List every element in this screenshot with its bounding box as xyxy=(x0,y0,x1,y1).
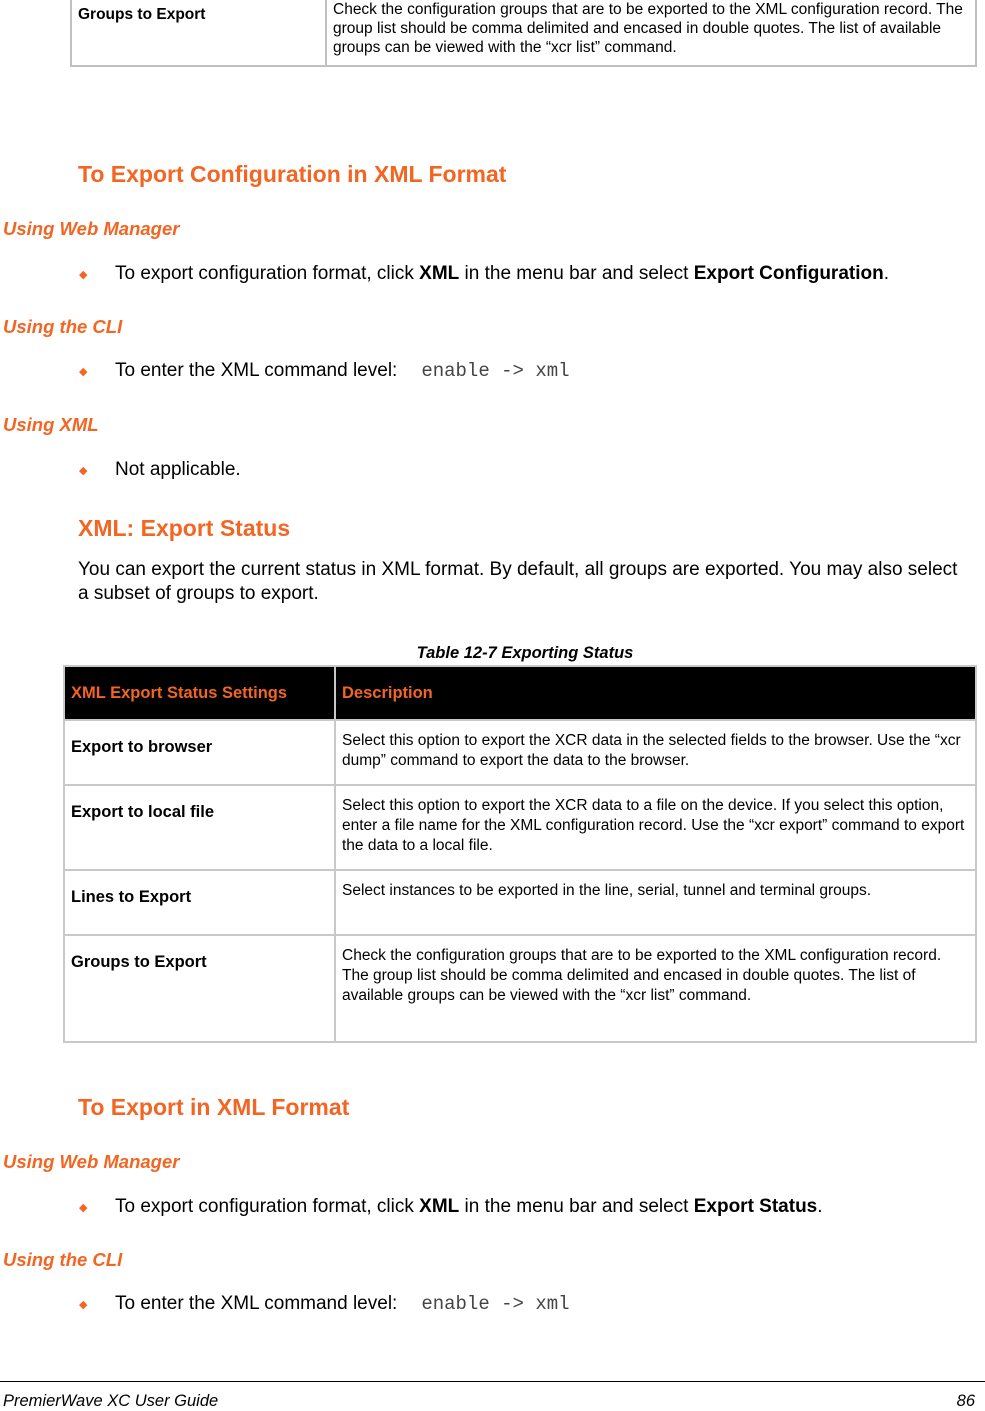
export-status-table xyxy=(63,665,977,1043)
bullet-web-manager xyxy=(79,1196,823,1218)
setting-description: Check the configuration groups that are to be exported to the XML configuration record. The group list should be comma delimited and encased in double quotes. The list of available groups can be viewed with the “xcr list” command. xyxy=(326,0,976,66)
setting-name: Groups to Export xyxy=(71,0,326,66)
table-caption: Table 12-7 Exporting Status xyxy=(416,644,634,662)
section-heading-export-configuration: To Export Configuration in XML Format xyxy=(78,161,507,187)
continued-settings-table xyxy=(70,0,977,67)
footer-title: PremierWave XC User Guide xyxy=(3,1392,219,1410)
bullet-text: To export configuration format, click XML in the menu bar and select Export Status. xyxy=(115,1196,823,1217)
subheading-cli: Using the CLI xyxy=(3,1249,123,1270)
diamond-bullet-icon: ◆ xyxy=(79,1298,88,1311)
subheading-cli: Using the CLI xyxy=(3,316,123,337)
footer-divider xyxy=(0,1381,985,1382)
section-heading-export-status: XML: Export Status xyxy=(78,515,291,541)
subheading-xml: Using XML xyxy=(3,414,99,435)
diamond-bullet-icon: ◆ xyxy=(79,365,88,378)
section-intro: You can export the current status in XML format. By default, all groups are exported. You may also select a subset of groups to export. xyxy=(78,559,958,604)
setting-description: Select instances to be exported in the line, serial, tunnel and terminal groups. xyxy=(335,870,976,935)
bullet-text: To enter the XML command level: xyxy=(115,1293,398,1314)
bullet-text: To enter the XML command level: xyxy=(115,360,398,381)
setting-name: Groups to Export xyxy=(64,935,335,1042)
column-header-description: Description xyxy=(335,666,976,720)
table-row xyxy=(64,785,976,870)
diamond-bullet-icon: ◆ xyxy=(79,1201,88,1214)
table-row xyxy=(71,0,976,66)
setting-name: Export to local file xyxy=(64,785,335,870)
subheading-web-manager: Using Web Manager xyxy=(3,218,180,239)
table-row xyxy=(64,935,976,1042)
setting-description: Check the configuration groups that are to be exported to the XML configuration record. The group list should be comma delimited and encased in double quotes. The list of available groups can be viewed with the “xcr list” command. xyxy=(335,935,976,1042)
table-row xyxy=(64,720,976,785)
page-number: 86 xyxy=(956,1392,975,1410)
subheading-web-manager: Using Web Manager xyxy=(3,1151,180,1172)
table-header-row xyxy=(64,666,976,720)
bullet-web-manager xyxy=(79,263,889,285)
column-header-settings: XML Export Status Settings xyxy=(64,666,335,720)
bullet-text: Not applicable. xyxy=(115,459,241,480)
setting-name: Export to browser xyxy=(64,720,335,785)
bullet-cli xyxy=(79,360,570,382)
bullet-text: To export configuration format, click XML in the menu bar and select Export Configuration. xyxy=(115,263,889,284)
table-row xyxy=(64,870,976,935)
setting-description: Select this option to export the XCR data in the selected fields to the browser. Use the “xcr dump” command to export the data to the browser. xyxy=(335,720,976,785)
bullet-cli xyxy=(79,1293,570,1315)
diamond-bullet-icon: ◆ xyxy=(79,464,88,477)
diamond-bullet-icon: ◆ xyxy=(79,268,88,281)
setting-name: Lines to Export xyxy=(64,870,335,935)
section-heading-export-xml: To Export in XML Format xyxy=(78,1094,350,1120)
bullet-xml xyxy=(79,459,241,481)
setting-description: Select this option to export the XCR data to a file on the device. If you select this option, enter a file name for the XML configuration record. Use the “xcr export” command to export the data to a local file. xyxy=(335,785,976,870)
cli-command: enable -> xml xyxy=(421,360,570,382)
cli-command: enable -> xml xyxy=(421,1293,570,1315)
